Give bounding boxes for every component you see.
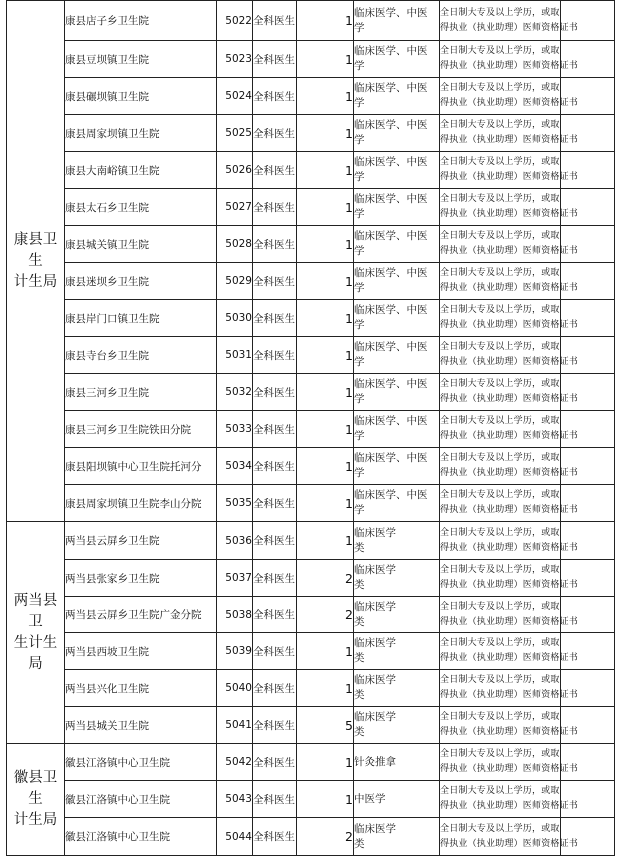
position-name-cell: 全科医生 — [253, 78, 297, 115]
position-code-cell: 5042 — [217, 744, 253, 781]
headcount-cell: 1 — [297, 226, 354, 263]
unit-name-cell: 两当县兴化卫生院 — [65, 670, 217, 707]
position-code-cell: 5025 — [217, 115, 253, 152]
major-cell: 临床医学、中医 学 — [354, 78, 440, 115]
unit-name-cell: 徽县江洛镇中心卫生院 — [65, 744, 217, 781]
department-cell: 康县卫生 计生局 — [7, 1, 65, 522]
table-row — [7, 300, 615, 337]
table-row — [7, 707, 615, 744]
unit-name-cell: 两当县云屏乡卫生院 — [65, 522, 217, 560]
unit-name-cell: 两当县张家乡卫生院 — [65, 560, 217, 597]
unit-name-cell: 康县周家坝镇卫生院 — [65, 115, 217, 152]
table-row — [7, 78, 615, 115]
major-cell: 针灸推拿 — [354, 744, 440, 781]
table-row — [7, 374, 615, 411]
remarks-cell — [561, 189, 615, 226]
major-cell: 临床医学 类 — [354, 707, 440, 744]
major-cell: 临床医学、中医 学 — [354, 263, 440, 300]
major-cell: 临床医学、中医 学 — [354, 337, 440, 374]
table-row — [7, 448, 615, 485]
table-row — [7, 41, 615, 78]
position-code-cell: 5038 — [217, 597, 253, 633]
position-code-cell: 5029 — [217, 263, 253, 300]
major-cell: 临床医学、中医 学 — [354, 115, 440, 152]
unit-name-cell: 两当县西坡卫生院 — [65, 633, 217, 670]
position-code-cell: 5032 — [217, 374, 253, 411]
major-cell: 临床医学、中医 学 — [354, 448, 440, 485]
position-name-cell: 全科医生 — [253, 300, 297, 337]
remarks-cell — [561, 300, 615, 337]
remarks-cell — [561, 411, 615, 448]
position-name-cell: 全科医生 — [253, 522, 297, 560]
position-code-cell: 5027 — [217, 189, 253, 226]
remarks-cell — [561, 670, 615, 707]
major-cell: 临床医学 类 — [354, 818, 440, 856]
requirement-cell: 全日制大专及以上学历，或取 得执业（执业助理）医师资格证书 — [440, 226, 561, 263]
unit-name-cell: 康县太石乡卫生院 — [65, 189, 217, 226]
requirement-cell: 全日制大专及以上学历，或取 得执业（执业助理）医师资格证书 — [440, 707, 561, 744]
requirement-cell: 全日制大专及以上学历，或取 得执业（执业助理）医师资格证书 — [440, 781, 561, 818]
requirement-cell: 全日制大专及以上学历，或取 得执业（执业助理）医师资格证书 — [440, 448, 561, 485]
remarks-cell — [561, 633, 615, 670]
headcount-cell: 5 — [297, 707, 354, 744]
unit-name-cell: 康县碾坝镇卫生院 — [65, 78, 217, 115]
requirement-cell: 全日制大专及以上学历，或取 得执业（执业助理）医师资格证书 — [440, 744, 561, 781]
remarks-cell — [561, 41, 615, 78]
major-cell: 临床医学、中医 学 — [354, 411, 440, 448]
major-cell: 临床医学 类 — [354, 522, 440, 560]
table-row — [7, 115, 615, 152]
position-name-cell: 全科医生 — [253, 560, 297, 597]
position-code-cell: 5041 — [217, 707, 253, 744]
position-name-cell: 全科医生 — [253, 448, 297, 485]
requirement-cell: 全日制大专及以上学历，或取 得执业（执业助理）医师资格证书 — [440, 485, 561, 522]
position-name-cell: 全科医生 — [253, 115, 297, 152]
department-cell: 两当县卫 生计生局 — [7, 522, 65, 744]
table-row — [7, 597, 615, 633]
position-name-cell: 全科医生 — [253, 189, 297, 226]
table-row — [7, 485, 615, 522]
table-row — [7, 781, 615, 818]
requirement-cell: 全日制大专及以上学历，或取 得执业（执业助理）医师资格证书 — [440, 300, 561, 337]
headcount-cell: 1 — [297, 337, 354, 374]
requirement-cell: 全日制大专及以上学历，或取 得执业（执业助理）医师资格证书 — [440, 633, 561, 670]
major-cell: 临床医学、中医 学 — [354, 485, 440, 522]
table-row — [7, 411, 615, 448]
headcount-cell: 1 — [297, 633, 354, 670]
requirement-cell: 全日制大专及以上学历，或取 得执业（执业助理）医师资格证书 — [440, 560, 561, 597]
table-row — [7, 633, 615, 670]
requirement-cell: 全日制大专及以上学历，或取 得执业（执业助理）医师资格证书 — [440, 263, 561, 300]
requirement-cell: 全日制大专及以上学历，或取 得执业（执业助理）医师资格证书 — [440, 597, 561, 633]
unit-name-cell: 两当县云屏乡卫生院广金分院 — [65, 597, 217, 633]
position-code-cell: 5024 — [217, 78, 253, 115]
position-name-cell: 全科医生 — [253, 781, 297, 818]
unit-name-cell: 康县迷坝乡卫生院 — [65, 263, 217, 300]
remarks-cell — [561, 448, 615, 485]
headcount-cell: 1 — [297, 115, 354, 152]
table-row — [7, 337, 615, 374]
table-row — [7, 670, 615, 707]
table-row — [7, 744, 615, 781]
requirement-cell: 全日制大专及以上学历，或取 得执业（执业助理）医师资格证书 — [440, 78, 561, 115]
position-code-cell: 5044 — [217, 818, 253, 856]
headcount-cell: 2 — [297, 597, 354, 633]
table-body — [7, 1, 615, 856]
major-cell: 临床医学、中医 学 — [354, 152, 440, 189]
position-code-cell: 5026 — [217, 152, 253, 189]
table-row — [7, 226, 615, 263]
position-name-cell: 全科医生 — [253, 374, 297, 411]
remarks-cell — [561, 337, 615, 374]
major-cell: 临床医学 类 — [354, 597, 440, 633]
headcount-cell: 1 — [297, 522, 354, 560]
unit-name-cell: 康县城关镇卫生院 — [65, 226, 217, 263]
headcount-cell: 1 — [297, 374, 354, 411]
requirement-cell: 全日制大专及以上学历，或取 得执业（执业助理）医师资格证书 — [440, 411, 561, 448]
position-name-cell: 全科医生 — [253, 41, 297, 78]
position-code-cell: 5040 — [217, 670, 253, 707]
major-cell: 临床医学、中医 学 — [354, 374, 440, 411]
unit-name-cell: 康县周家坝镇卫生院李山分院 — [65, 485, 217, 522]
requirement-cell: 全日制大专及以上学历，或取 得执业（执业助理）医师资格证书 — [440, 374, 561, 411]
remarks-cell — [561, 818, 615, 856]
major-cell: 临床医学、中医 学 — [354, 1, 440, 41]
requirement-cell: 全日制大专及以上学历，或取 得执业（执业助理）医师资格证书 — [440, 152, 561, 189]
remarks-cell — [561, 78, 615, 115]
headcount-cell: 2 — [297, 818, 354, 856]
unit-name-cell: 康县岸门口镇卫生院 — [65, 300, 217, 337]
requirement-cell: 全日制大专及以上学历，或取 得执业（执业助理）医师资格证书 — [440, 337, 561, 374]
remarks-cell — [561, 115, 615, 152]
remarks-cell — [561, 560, 615, 597]
remarks-cell — [561, 707, 615, 744]
requirement-cell: 全日制大专及以上学历，或取 得执业（执业助理）医师资格证书 — [440, 1, 561, 41]
remarks-cell — [561, 522, 615, 560]
unit-name-cell: 康县大南峪镇卫生院 — [65, 152, 217, 189]
table-row — [7, 152, 615, 189]
unit-name-cell: 康县阳坝镇中心卫生院托河分 — [65, 448, 217, 485]
headcount-cell: 1 — [297, 670, 354, 707]
major-cell: 中医学 — [354, 781, 440, 818]
remarks-cell — [561, 744, 615, 781]
major-cell: 临床医学 类 — [354, 670, 440, 707]
remarks-cell — [561, 374, 615, 411]
headcount-cell: 1 — [297, 1, 354, 41]
headcount-cell: 1 — [297, 744, 354, 781]
requirement-cell: 全日制大专及以上学历，或取 得执业（执业助理）医师资格证书 — [440, 818, 561, 856]
major-cell: 临床医学、中医 学 — [354, 226, 440, 263]
table-row — [7, 522, 615, 560]
headcount-cell: 1 — [297, 781, 354, 818]
remarks-cell — [561, 263, 615, 300]
headcount-cell: 1 — [297, 300, 354, 337]
headcount-cell: 1 — [297, 152, 354, 189]
headcount-cell: 1 — [297, 41, 354, 78]
remarks-cell — [561, 597, 615, 633]
headcount-cell: 1 — [297, 485, 354, 522]
major-cell: 临床医学、中医 学 — [354, 189, 440, 226]
position-code-cell: 5043 — [217, 781, 253, 818]
remarks-cell — [561, 485, 615, 522]
headcount-cell: 2 — [297, 560, 354, 597]
position-name-cell: 全科医生 — [253, 744, 297, 781]
major-cell: 临床医学、中医 学 — [354, 300, 440, 337]
table-row — [7, 263, 615, 300]
unit-name-cell: 徽县江洛镇中心卫生院 — [65, 781, 217, 818]
remarks-cell — [561, 781, 615, 818]
recruitment-table — [6, 0, 615, 856]
remarks-cell — [561, 226, 615, 263]
position-name-cell: 全科医生 — [253, 1, 297, 41]
department-cell: 徽县卫生 计生局 — [7, 744, 65, 856]
table-row — [7, 1, 615, 41]
position-name-cell: 全科医生 — [253, 263, 297, 300]
position-code-cell: 5034 — [217, 448, 253, 485]
position-code-cell: 5023 — [217, 41, 253, 78]
position-code-cell: 5031 — [217, 337, 253, 374]
position-code-cell: 5033 — [217, 411, 253, 448]
unit-name-cell: 康县豆坝镇卫生院 — [65, 41, 217, 78]
position-name-cell: 全科医生 — [253, 226, 297, 263]
headcount-cell: 1 — [297, 189, 354, 226]
position-name-cell: 全科医生 — [253, 337, 297, 374]
requirement-cell: 全日制大专及以上学历，或取 得执业（执业助理）医师资格证书 — [440, 670, 561, 707]
position-name-cell: 全科医生 — [253, 670, 297, 707]
position-name-cell: 全科医生 — [253, 597, 297, 633]
position-code-cell: 5030 — [217, 300, 253, 337]
requirement-cell: 全日制大专及以上学历，或取 得执业（执业助理）医师资格证书 — [440, 522, 561, 560]
remarks-cell — [561, 1, 615, 41]
unit-name-cell: 康县寺台乡卫生院 — [65, 337, 217, 374]
major-cell: 临床医学 类 — [354, 633, 440, 670]
unit-name-cell: 康县店子乡卫生院 — [65, 1, 217, 41]
position-name-cell: 全科医生 — [253, 152, 297, 189]
position-code-cell: 5039 — [217, 633, 253, 670]
headcount-cell: 1 — [297, 78, 354, 115]
position-code-cell: 5022 — [217, 1, 253, 41]
headcount-cell: 1 — [297, 263, 354, 300]
unit-name-cell: 康县三河乡卫生院 — [65, 374, 217, 411]
unit-name-cell: 康县三河乡卫生院铁田分院 — [65, 411, 217, 448]
position-name-cell: 全科医生 — [253, 707, 297, 744]
remarks-cell — [561, 152, 615, 189]
table-row — [7, 818, 615, 856]
position-code-cell: 5035 — [217, 485, 253, 522]
requirement-cell: 全日制大专及以上学历，或取 得执业（执业助理）医师资格证书 — [440, 115, 561, 152]
position-code-cell: 5037 — [217, 560, 253, 597]
table-row — [7, 560, 615, 597]
position-name-cell: 全科医生 — [253, 818, 297, 856]
table-row — [7, 189, 615, 226]
major-cell: 临床医学 类 — [354, 560, 440, 597]
headcount-cell: 1 — [297, 448, 354, 485]
position-name-cell: 全科医生 — [253, 411, 297, 448]
position-code-cell: 5036 — [217, 522, 253, 560]
requirement-cell: 全日制大专及以上学历，或取 得执业（执业助理）医师资格证书 — [440, 41, 561, 78]
position-name-cell: 全科医生 — [253, 633, 297, 670]
requirement-cell: 全日制大专及以上学历，或取 得执业（执业助理）医师资格证书 — [440, 189, 561, 226]
headcount-cell: 1 — [297, 411, 354, 448]
major-cell: 临床医学、中医 学 — [354, 41, 440, 78]
position-code-cell: 5028 — [217, 226, 253, 263]
position-name-cell: 全科医生 — [253, 485, 297, 522]
unit-name-cell: 徽县江洛镇中心卫生院 — [65, 818, 217, 856]
unit-name-cell: 两当县城关卫生院 — [65, 707, 217, 744]
